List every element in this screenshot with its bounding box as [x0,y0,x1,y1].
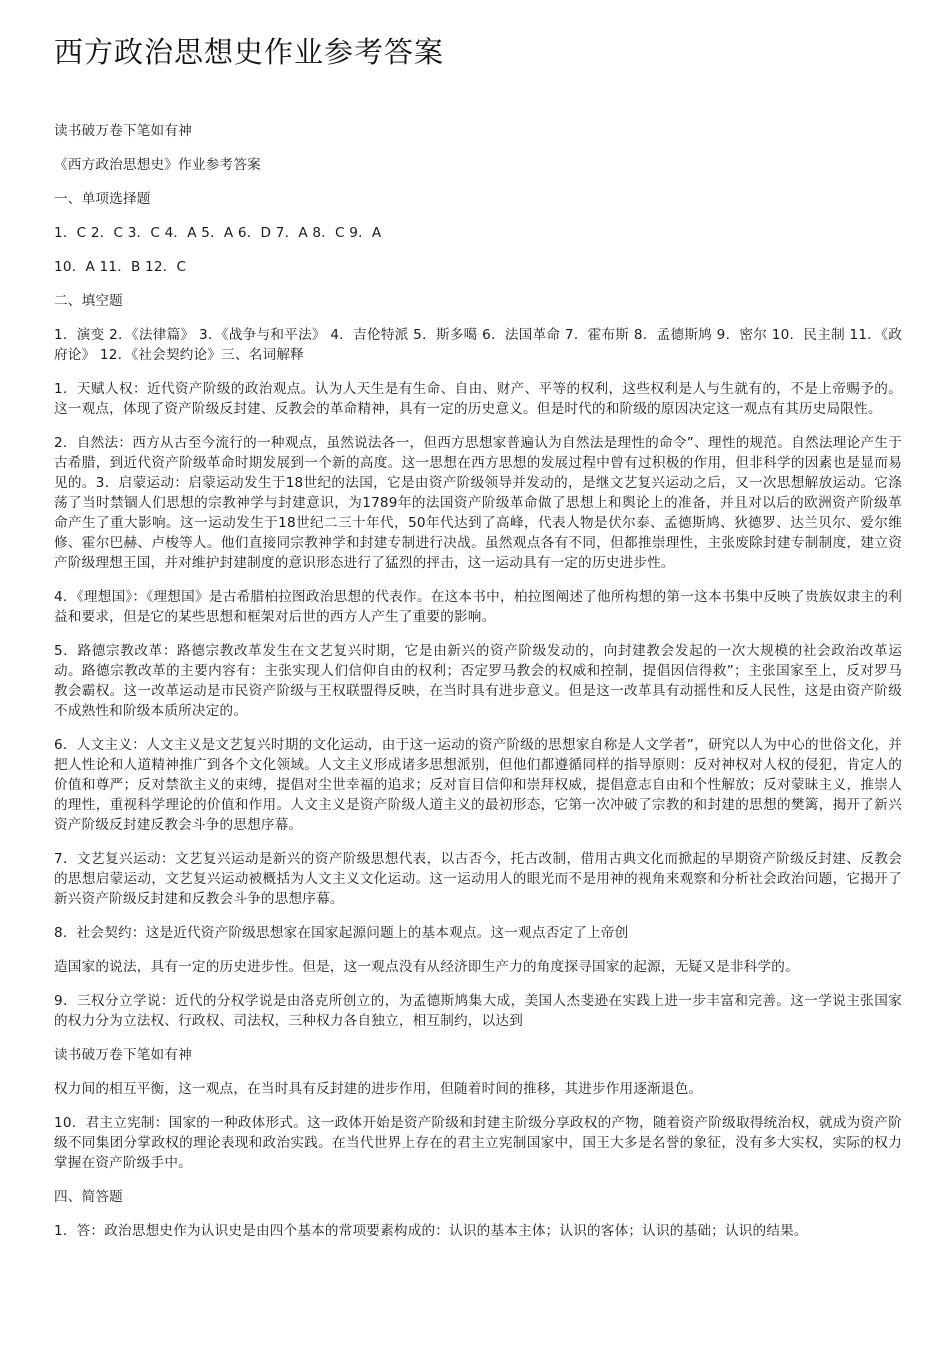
paragraph-term-9: 9．三权分立学说：近代的分权学说是由洛克所创立的，为孟德斯鸠集大成，美国人杰斐逊在实践上进一步丰富和完善。这一学说主张国家的权力分为立法权、行政权、司法权，三种权力各自独立，相互制约，以达到 [54,993,902,1029]
paragraph-short-answer-1: 1．答：政治思想史作为认识史是由四个基本的常项要素构成的：认识的基本主体；认识的客体；认识的基础；认识的结果。 [54,1223,808,1239]
paragraph-fill-blank-answers: 1．演变 2．《法律篇》 3．《战争与和平法》 4．吉伦特派 5．斯多噶 6．法国革命 7．霍布斯 8．孟德斯鸠 9．密尔 10．民主制 11．《政府论》 12．《社会契约论》三、名词解释 [54,327,902,363]
section-heading-short-answer: 四、简答题 [54,1189,123,1205]
paragraph-term-4: 4．《理想国》：《理想国》是古希腊柏拉图政治思想的代表作。在这本书中，柏拉图阐述了他所构想的第一这本书集中反映了贵族奴隶主的利益和要求，但是它的某些思想和框架对后世的西方人产生了重要的影响。 [54,589,902,625]
paragraph-motto: 读书破万卷下笔如有神 [54,123,192,139]
paragraph-term-10: 10．君主立宪制：国家的一种政体形式。这一政体开始是资产阶级和封建主阶级分享政权的产物，随着资产阶级取得统治权，就成为资产阶级不同集团分掌政权的理论表现和政治实践。在当代世界上存在的君主立宪制国家中，国王大多是名誉的象征，没有多大实权，实际的权力掌握在资产阶级手中。 [54,1115,902,1171]
paragraph-term-9-continued: 权力间的相互平衡，这一观点，在当时具有反封建的进步作用，但随着时间的推移，其进步作用逐渐退色。 [54,1081,703,1097]
paragraph-motto-repeat: 读书破万卷下笔如有神 [54,1047,192,1063]
paragraph-term-2-3: 2．自然法：西方从古至今流行的一种观点，虽然说法各一，但西方思想家普遍认为自然法是理性的命令”、理性的规范。自然法理论产生于古希腊，到近代资产阶级革命时期发展到一个新的高度。这一思想在西方思想的发展过程中曾有过积极的作用，但非科学的因素也是显而易见的。3．启蒙运动：启蒙运动发生于18世纪的法国，它是由资产阶级领导并发动的，是继文艺复兴运动之后，又一次思想解放运动。它涤荡了当时禁锢人们思想的宗教神学与封建意识，为1789年的法国资产阶级革命做了思想上和舆论上的准备，并且对以后的欧洲资产阶级革命产生了重大影响。这一运动发生于18世纪二三十年代，50年代达到了高峰，代表人物是伏尔泰、孟德斯鸠、狄德罗、达兰贝尔、爱尔维修、霍尔巴赫、卢梭等人。他们直接同宗教神学和封建专制进行决战。虽然观点各有不同，但都推崇理性，主张废除封建专制制度，建立资产阶级理想王国，并对维护封建制度的意识形态进行了猛烈的抨击，这一运动具有一定的历史进步性。 [54,435,902,571]
paragraph-term-8-part1: 8．社会契约：这是近代资产阶级思想家在国家起源问题上的基本观点。这一观点否定了上帝创 [54,925,629,941]
paragraph-term-7: 7．文艺复兴运动：文艺复兴运动是新兴的资产阶级思想代表，以古否今，托古改制，借用古典文化而掀起的早期资产阶级反封建、反教会的思想启蒙运动，文艺复兴运动被概括为人文主义文化运动。这一运动用人的眼光而不是用神的视角来观察和分析社会政治问题，它揭开了新兴资产阶级反封建和反教会斗争的思想序幕。 [54,851,902,907]
section-heading-single-choice: 一、单项选择题 [54,191,151,207]
paragraph-answers-1-9: 1．C 2．C 3．C 4．A 5．A 6．D 7．A 8．C 9．A [54,225,382,241]
paragraph-answers-10-12: 10．A 11．B 12．C [54,259,187,275]
paragraph-subtitle: 《西方政治思想史》作业参考答案 [54,157,261,173]
document-title: 西方政治思想史作业参考答案 [54,35,445,69]
paragraph-term-6: 6．人文主义：人文主义是文艺复兴时期的文化运动，由于这一运动的资产阶级的思想家自称是人文学者”，研究以人为中心的世俗文化，并把人性论和人道精神推广到各个文化领域。人文主义形成诸多思想派别，但他们都遵循同样的指导原则：反对神权对人权的侵犯，肯定人的价值和尊严；反对禁欲主义的束缚，提倡对尘世幸福的追求；反对盲目信仰和崇拜权威，提倡意志自由和个性解放；反对蒙昧主义，推崇人的理性，重视科学理论的价值和作用。人文主义是资产阶级人道主义的最初形态，它第一次冲破了宗教的和封建的思想的樊篱，揭开了新兴资产阶级反封建反教会斗争的思想序幕。 [54,737,902,833]
paragraph-term-8-part2: 造国家的说法，具有一定的历史进步性。但是，这一观点没有从经济即生产力的角度探寻国家的起源，无疑又是非科学的。 [54,959,799,975]
section-heading-fill-blank: 二、填空题 [54,293,123,309]
paragraph-term-1: 1．天赋人权：近代资产阶级的政治观点。认为人天生是有生命、自由、财产、平等的权利，这些权利是人与生就有的，不是上帝赐予的。这一观点，体现了资产阶级反封建、反教会的革命精神，具有一定的历史意义。但是时代的和阶级的原因决定这一观点有其历史局限性。 [54,381,902,417]
document-body [54,121,902,1241]
paragraph-term-5: 5．路德宗教改革：路德宗教改革发生在文艺复兴时期，它是由新兴的资产阶级发动的，向封建教会发起的一次大规模的社会政治改革运动。路德宗教改革的主要内容有：主张实现人们信仰自由的权利；否定罗马教会的权威和控制，提倡因信得救”；主张国家至上，反对罗马教会霸权。这一改革运动是市民资产阶级与王权联盟得反映，在当时具有进步意义。但是这一改革具有动摇性和反人民性，这是由资产阶级不成熟性和阶级本质所决定的。 [54,643,902,719]
